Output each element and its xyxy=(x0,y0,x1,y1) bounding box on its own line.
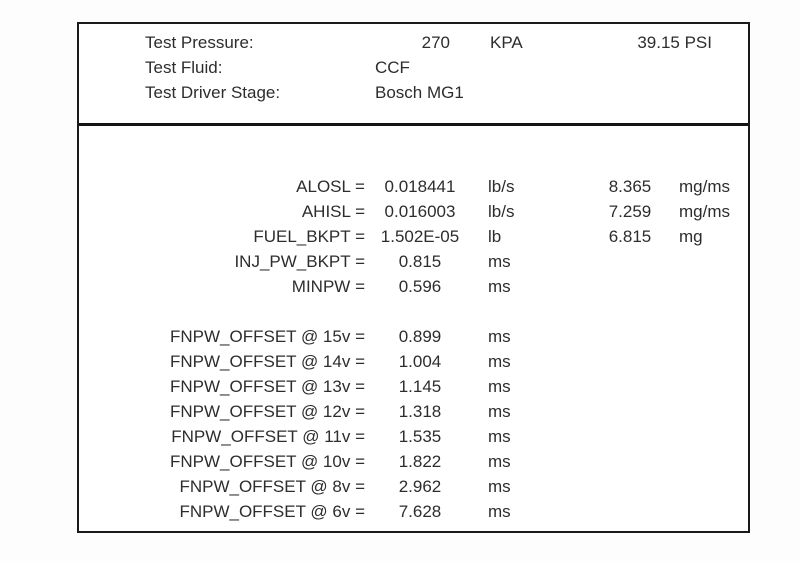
param-value: 0.596 xyxy=(398,277,442,296)
param-unit2 xyxy=(675,249,748,274)
row-inj-pw-bkpt xyxy=(79,249,748,274)
param-unit: ms xyxy=(488,402,511,421)
test-pressure-unit: KPA xyxy=(490,33,523,52)
param-value2: 7.259 xyxy=(608,202,652,221)
param-value: 0.018441 xyxy=(384,177,456,196)
test-fluid-unit xyxy=(450,55,565,80)
param-unit: lb/s xyxy=(488,177,515,196)
param-label: FNPW_OFFSET @ 10v = xyxy=(169,452,365,471)
param-label: INJ_PW_BKPT = xyxy=(234,252,365,271)
param-unit: ms xyxy=(488,327,511,346)
row-alosl xyxy=(79,174,748,199)
param-unit: ms xyxy=(488,252,511,271)
param-value: 0.899 xyxy=(398,327,442,346)
param-unit2: mg xyxy=(679,227,703,246)
param-unit: ms xyxy=(488,452,511,471)
param-value: 0.016003 xyxy=(384,202,456,221)
param-unit: ms xyxy=(488,352,511,371)
param-unit2: mg/ms xyxy=(679,202,730,221)
row-fnpw-offset-14v xyxy=(79,349,748,374)
row-fnpw-offset-12v xyxy=(79,399,748,424)
test-pressure-label: Test Pressure: xyxy=(145,33,254,52)
param-value: 7.628 xyxy=(398,502,442,521)
row-test-driver-stage xyxy=(79,80,748,105)
param-unit2 xyxy=(675,274,748,299)
param-label: FNPW_OFFSET @ 8v = xyxy=(179,477,365,496)
param-value: 1.004 xyxy=(398,352,442,371)
test-driver-stage-unit xyxy=(450,80,565,105)
param-value: 1.318 xyxy=(398,402,442,421)
row-fuel-bkpt xyxy=(79,224,748,249)
row-fnpw-offset-10v xyxy=(79,449,748,474)
param-label: FNPW_OFFSET @ 15v = xyxy=(169,327,365,346)
param-unit: ms xyxy=(488,427,511,446)
param-unit: ms xyxy=(488,502,511,521)
injector-test-data-sheet xyxy=(77,22,750,533)
row-test-pressure xyxy=(79,30,748,55)
param-label: FNPW_OFFSET @ 12v = xyxy=(169,402,365,421)
param-value: 0.815 xyxy=(398,252,442,271)
row-fnpw-offset-15v xyxy=(79,324,748,349)
row-fnpw-offset-11v xyxy=(79,424,748,449)
row-fnpw-offset-13v xyxy=(79,374,748,399)
test-driver-stage-label: Test Driver Stage: xyxy=(145,83,281,102)
test-fluid-extra xyxy=(565,55,748,80)
row-fnpw-offset-8v xyxy=(79,474,748,499)
param-label: MINPW = xyxy=(291,277,365,296)
param-label: FNPW_OFFSET @ 6v = xyxy=(179,502,365,521)
param-unit: lb/s xyxy=(488,202,515,221)
param-value: 1.145 xyxy=(398,377,442,396)
param-value: 1.822 xyxy=(398,452,442,471)
row-minpw xyxy=(79,274,748,299)
param-value2 xyxy=(585,249,675,274)
results-section xyxy=(79,126,748,524)
param-unit2: mg/ms xyxy=(679,177,730,196)
test-fluid-label: Test Fluid: xyxy=(145,58,223,77)
test-pressure-psi: 39.15 PSI xyxy=(637,33,712,52)
test-pressure-value: 270 xyxy=(421,33,450,52)
param-value: 2.962 xyxy=(398,477,442,496)
param-label: FNPW_OFFSET @ 11v = xyxy=(171,427,365,446)
test-fluid-value: CCF xyxy=(375,58,410,77)
param-value2: 6.815 xyxy=(608,227,652,246)
row-ahisl xyxy=(79,199,748,224)
param-value: 1.502E-05 xyxy=(380,227,460,246)
param-label: FNPW_OFFSET @ 14v = xyxy=(169,352,365,371)
param-value2 xyxy=(585,274,675,299)
group-spacer xyxy=(79,299,748,324)
test-driver-stage-extra xyxy=(565,80,748,105)
row-test-fluid xyxy=(79,55,748,80)
param-unit: lb xyxy=(488,227,502,246)
param-label: FNPW_OFFSET @ 13v = xyxy=(169,377,365,396)
param-value2: 8.365 xyxy=(608,177,652,196)
param-unit: ms xyxy=(488,377,511,396)
param-label: FUEL_BKPT = xyxy=(253,227,365,246)
test-conditions-section xyxy=(79,24,748,123)
param-label: ALOSL = xyxy=(296,177,365,196)
param-value: 1.535 xyxy=(398,427,442,446)
param-unit: ms xyxy=(488,477,511,496)
param-unit: ms xyxy=(488,277,511,296)
test-driver-stage-value: Bosch MG1 xyxy=(375,83,464,102)
row-fnpw-offset-6v xyxy=(79,499,748,524)
param-label: AHISL = xyxy=(301,202,365,221)
